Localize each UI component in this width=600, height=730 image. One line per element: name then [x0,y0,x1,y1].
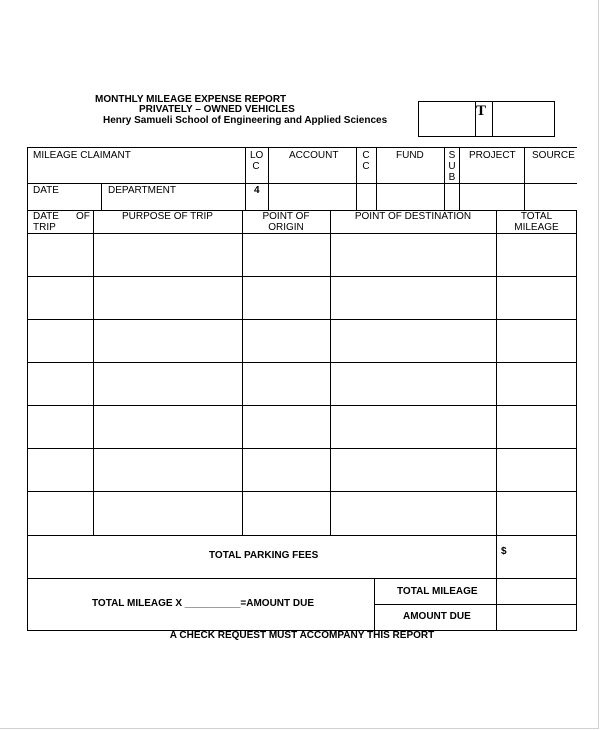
col-date-word-3: TRIP [33,222,56,233]
mileage-formula: TOTAL MILEAGE X __________=AMOUNT DUE [92,598,315,609]
total-parking-fees-label: TOTAL PARKING FEES [209,550,319,561]
cc-letter-1: C [362,150,370,161]
school-name: Henry Samueli School of Engineering and Applied Sciences [103,115,388,126]
date-label: DATE [33,185,59,196]
amount-due-label: AMOUNT DUE [403,611,471,622]
table-row[interactable] [28,492,577,535]
loc-value: 4 [254,185,260,196]
col-origin-header-1: POINT OF [262,211,310,222]
sub-letter-1: S [448,150,456,161]
parking-currency-symbol: $ [501,546,507,557]
col-purpose-header: PURPOSE OF TRIP [122,211,213,222]
total-mileage-label: TOTAL MILEAGE [397,586,478,597]
col-origin-header-2: ORIGIN [268,222,304,233]
table-row[interactable] [28,363,577,405]
sub-letter-2: U [448,161,456,172]
reference-box[interactable] [418,101,555,137]
fund-label: FUND [396,150,424,161]
col-date-word-1: DATE [33,211,59,222]
col-total-header-1: TOTAL [520,211,553,222]
totals-left-border [27,535,28,631]
parking-bottom-border [27,578,577,579]
col-total-header-2: MILEAGE [514,222,559,233]
check-request-notice: A CHECK REQUEST MUST ACCOMPANY THIS REPORT [169,630,435,641]
loc-letter-2: C [252,161,260,172]
source-field[interactable] [525,162,577,209]
account-field[interactable] [269,162,356,209]
table-row[interactable] [28,320,577,362]
loc-letter-1: LO [250,150,264,161]
loc-label [250,150,262,172]
account-label: ACCOUNT [289,150,339,161]
project-field[interactable] [460,162,524,209]
cc-label [360,150,372,172]
col-date-word-2: OF [76,211,90,222]
project-label: PROJECT [469,150,516,161]
sub-letter-3: B [448,172,456,183]
cc-letter-2: C [362,161,370,172]
department-label: DEPARTMENT [108,185,176,196]
reference-box-letter: T [476,103,487,119]
amount-due-field[interactable] [497,605,576,630]
table-row[interactable] [28,234,577,276]
date-field[interactable] [28,184,101,210]
source-label: SOURCE [532,150,575,161]
table-row[interactable] [28,406,577,448]
department-field[interactable] [102,184,245,210]
totals-right-border [576,535,577,631]
report-title: MONTHLY MILEAGE EXPENSE REPORT [95,94,287,105]
col-destination-header: POINT OF DESTINATION [354,211,472,222]
total-mileage-field[interactable] [497,579,576,604]
sub-label [446,150,458,183]
fund-field[interactable] [377,162,444,209]
account-divider-sub-left [444,147,445,210]
parking-top-border [27,535,577,536]
mileage-claimant-label: MILEAGE CLAIMANT [33,150,131,161]
mileage-claimant-field[interactable] [28,148,245,183]
report-subtitle: PRIVATELY – OWNED VEHICLES [139,104,295,115]
account-divider-cc-left [356,147,357,210]
reference-box-divider-2 [492,101,493,137]
table-row[interactable] [28,277,577,319]
table-row[interactable] [28,449,577,491]
account-divider-loc-left [245,147,246,210]
parking-fees-amount-field[interactable] [509,537,575,577]
